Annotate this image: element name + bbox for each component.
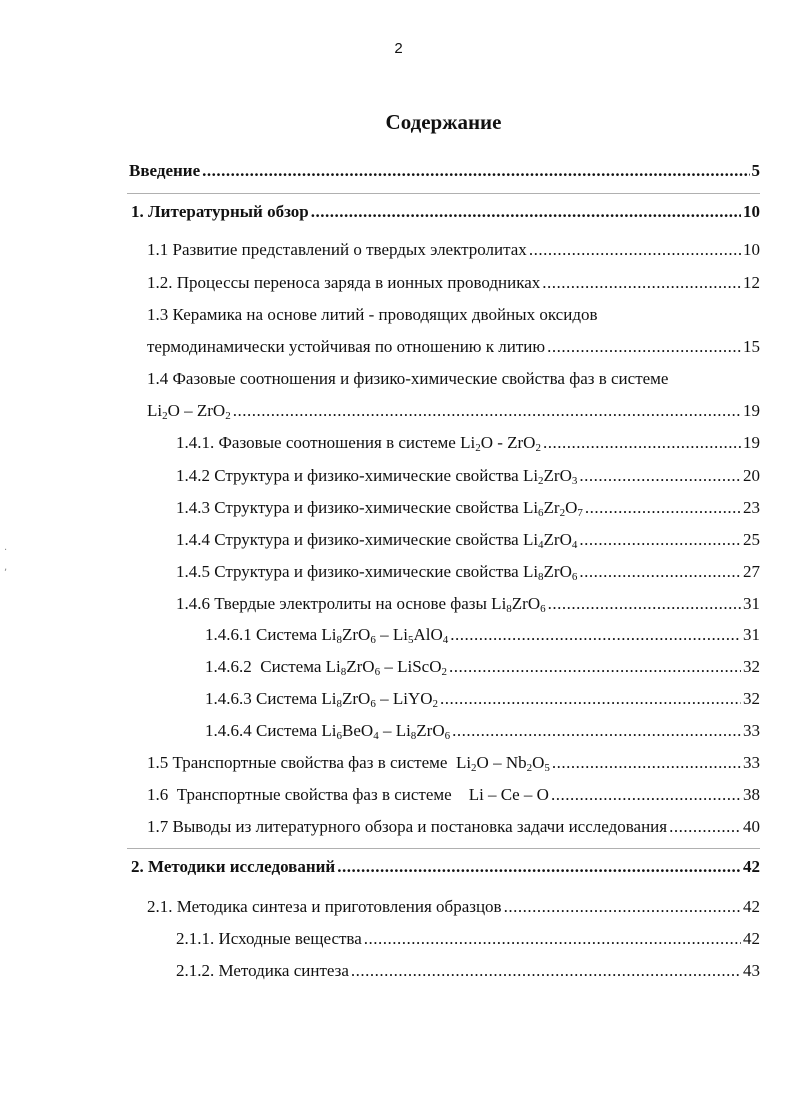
toc-entry-1-4-6-2[interactable] xyxy=(205,656,760,678)
toc-entry-title: термодинамически устойчивая по отношению к литию xyxy=(147,337,546,356)
toc-page-number: 27 xyxy=(743,562,760,581)
separator-line xyxy=(127,848,760,849)
toc-page-number: 42 xyxy=(743,857,760,876)
toc-page-number: 10 xyxy=(743,240,760,259)
toc-page-number: 19 xyxy=(743,401,760,420)
toc-entry-title: 1.1 Развитие представлений о твердых электролитах xyxy=(147,240,527,259)
dot-leader xyxy=(669,816,741,838)
toc-entry-1-3[interactable] xyxy=(147,336,760,358)
dot-leader xyxy=(440,688,741,710)
dot-leader xyxy=(450,624,741,646)
dot-leader xyxy=(364,928,741,950)
toc-entry-1-2[interactable] xyxy=(147,272,760,294)
toc-entry-title: Введение xyxy=(129,161,201,180)
toc-entry-title: 1.4.6.4 Система $Li_6BeO_4 - Li_8ZrO_6$ xyxy=(205,721,451,742)
toc-page-number: 40 xyxy=(743,817,760,836)
toc-page-number: 12 xyxy=(743,273,760,292)
toc-page-number: 42 xyxy=(743,929,760,948)
toc-page-number: 42 xyxy=(743,897,760,916)
toc-entry-1-4-6-3[interactable] xyxy=(205,688,760,710)
dot-leader xyxy=(504,896,741,918)
toc-page-number: 32 xyxy=(743,689,760,708)
dot-leader xyxy=(452,720,741,742)
dot-leader xyxy=(551,784,741,806)
toc-entry-1-4-2[interactable] xyxy=(176,465,760,487)
toc-entry-1-3-line-1[interactable]: 1.3 Керамика на основе литий - проводящих двойных оксидов xyxy=(147,305,598,324)
toc-entry-title: 1.4.6 Твердые электролиты на основе фазы $Li_8ZrO_6$ xyxy=(176,594,546,615)
toc-entry-title: 1.5 Транспортные свойства фаз в системе $Li_2O - Nb_2O_5$ xyxy=(147,753,550,774)
toc-page-number: 10 xyxy=(743,202,760,221)
dot-leader xyxy=(552,752,741,774)
toc-page-number: 32 xyxy=(743,657,760,676)
dot-leader xyxy=(449,656,741,678)
toc-entry-1-4-1[interactable] xyxy=(176,432,760,454)
toc-entry-1-4-3[interactable] xyxy=(176,497,760,519)
toc-entry-1-4-4[interactable] xyxy=(176,529,760,551)
toc-entry-title: 1.4.5 Структура и физико-химические свойства $Li_8ZrO_6$ xyxy=(176,562,578,583)
toc-entry-1-4-line-1[interactable]: 1.4 Фазовые соотношения и физико-химические свойства фаз в системе xyxy=(147,369,669,388)
toc-page-number: 20 xyxy=(743,466,760,485)
toc-entry-title: 1.4.1. Фазовые соотношения в системе $Li_2O - ZrO_2$ xyxy=(176,433,541,454)
toc-entry-introduction[interactable] xyxy=(129,160,760,182)
dot-leader xyxy=(547,336,741,358)
toc-entry-title: 1.4.6.1 Система $Li_8ZrO_6 - Li_5AlO_4$ xyxy=(205,625,449,646)
dot-leader xyxy=(542,272,741,294)
toc-page-number: 43 xyxy=(743,961,760,980)
toc-page-number: 33 xyxy=(743,753,760,772)
toc-page-number: 38 xyxy=(743,785,760,804)
toc-page-number: 5 xyxy=(751,161,760,180)
dot-leader xyxy=(579,529,741,551)
toc-entry-title: 1.4.6.3 Система $Li_8ZrO_6$ – LiYO$_2$ xyxy=(205,689,439,710)
toc-page-number: 33 xyxy=(743,721,760,740)
margin-tick-mark: , xyxy=(4,562,8,573)
toc-page-number: 15 xyxy=(743,337,760,356)
dot-leader xyxy=(202,160,749,182)
separator-line xyxy=(127,193,760,194)
toc-entry-title: 1.4.3 Структура и физико-химические свойства $Li_6Zr_2O_7$ xyxy=(176,498,583,519)
toc-entry-title: 2.1.2. Методика синтеза xyxy=(176,961,349,980)
toc-entry-title: $Li_2O - ZrO_2$ xyxy=(147,401,231,422)
toc-entry-title: 2.1.1. Исходные вещества xyxy=(176,929,362,948)
dot-leader xyxy=(543,432,741,454)
toc-entry-chapter-1[interactable] xyxy=(131,201,760,223)
toc-entry-2-1-2[interactable] xyxy=(176,960,760,982)
toc-entry-1-7[interactable] xyxy=(147,816,760,838)
toc-entry-1-4-5[interactable] xyxy=(176,561,760,583)
toc-entry-1-4[interactable] xyxy=(147,400,760,422)
toc-entry-2-1[interactable] xyxy=(147,896,760,918)
toc-page-number: 23 xyxy=(743,498,760,517)
toc-entry-title: 2.1. Методика синтеза и приготовления образцов xyxy=(147,897,502,916)
page-title: Содержание xyxy=(385,110,502,134)
toc-entry-title: 1.4.6.2 Система $Li_8ZrO_6$ – LiScO$_2$ xyxy=(205,657,447,678)
dot-leader xyxy=(548,593,741,615)
dot-leader xyxy=(579,561,741,583)
toc-page-number: 25 xyxy=(743,530,760,549)
toc-entry-title: 1.4.2 Структура и физико-химические свойства $Li_2ZrO_3$ xyxy=(176,466,578,487)
toc-entry-title: 1.2. Процессы переноса заряда в ионных проводниках xyxy=(147,273,541,292)
toc-entry-1-4-6-4[interactable] xyxy=(205,720,760,742)
dot-leader xyxy=(585,497,741,519)
toc-entry-1-5[interactable] xyxy=(147,752,760,774)
toc-entry-title: 2. Методики исследований xyxy=(131,857,336,876)
dot-leader xyxy=(351,960,741,982)
toc-page-number: 31 xyxy=(743,625,760,644)
toc-entry-1-1[interactable] xyxy=(147,239,760,261)
dot-leader xyxy=(337,856,741,878)
margin-tick-mark: · xyxy=(4,545,8,556)
toc-entry-2-1-1[interactable] xyxy=(176,928,760,950)
dot-leader xyxy=(529,239,741,261)
toc-entry-title: 1. Литературный обзор xyxy=(131,202,309,221)
toc-entry-title: 1.6 Транспортные свойства фаз в системе Li – Ce – O xyxy=(147,785,549,804)
toc-entry-1-4-6-1[interactable] xyxy=(205,624,760,646)
dot-leader xyxy=(233,400,741,422)
page-number: 2 xyxy=(394,40,403,57)
toc-entry-1-4-6[interactable] xyxy=(176,593,760,615)
dot-leader xyxy=(579,465,741,487)
toc-entry-title: 1.7 Выводы из литературного обзора и постановка задачи исследования xyxy=(147,817,668,836)
toc-entry-1-6[interactable] xyxy=(147,784,760,806)
toc-page-number: 19 xyxy=(743,433,760,452)
toc-entry-chapter-2[interactable] xyxy=(131,856,760,878)
toc-page-number: 31 xyxy=(743,594,760,613)
toc-entry-title: 1.4.4 Структура и физико-химические свойства $Li_4ZrO_4$ xyxy=(176,530,578,551)
dot-leader xyxy=(311,201,741,223)
